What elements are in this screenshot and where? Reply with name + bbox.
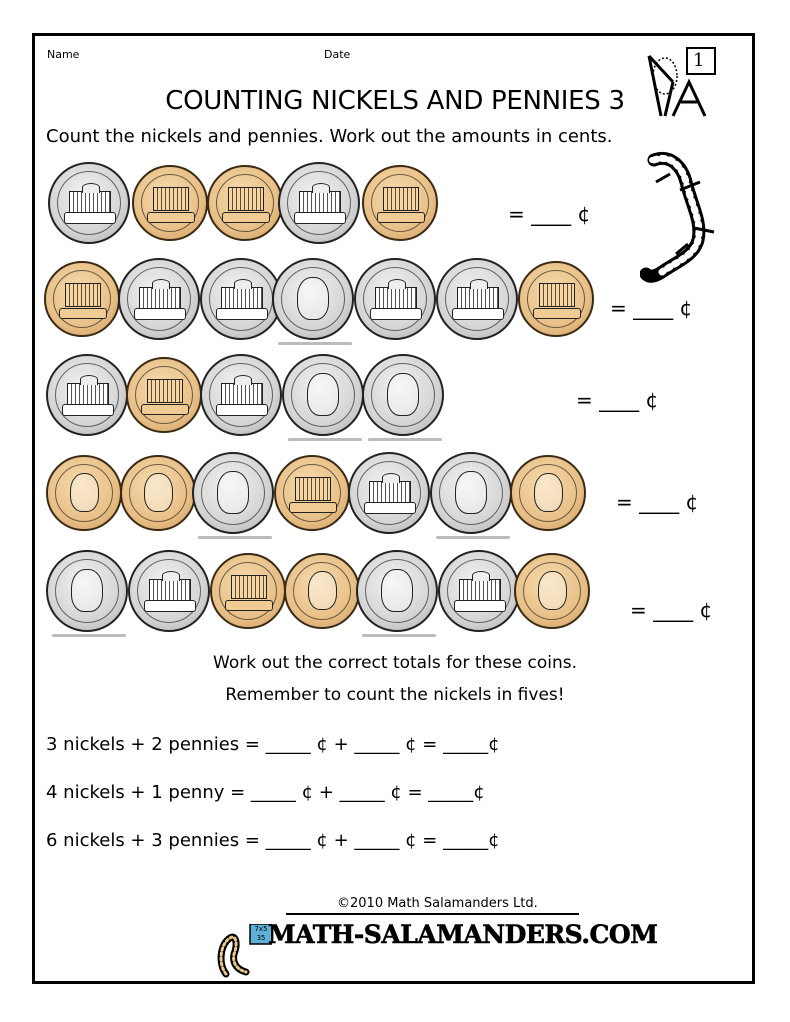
answer-blank-row-1[interactable]: = ____ ¢ xyxy=(508,202,591,226)
grade-badge: 1 xyxy=(693,50,705,71)
name-label: Name xyxy=(47,48,80,61)
nickel-coin xyxy=(436,258,518,340)
section-instruction-1: Work out the correct totals for these coins. xyxy=(213,653,577,673)
answer-blank-row-5[interactable]: = ____ ¢ xyxy=(630,598,713,622)
page-title: COUNTING NICKELS AND PENNIES 3 xyxy=(165,86,625,116)
nickel-coin xyxy=(272,258,354,340)
answer-blank-row-4[interactable]: = ____ ¢ xyxy=(616,490,699,514)
equation-2[interactable]: 4 nickels + 1 penny = _____ ¢ + _____ ¢ = _____¢ xyxy=(46,782,485,803)
equation-3[interactable]: 6 nickels + 3 pennies = _____ ¢ + _____ ¢ = _____¢ xyxy=(46,830,500,851)
nickel-coin xyxy=(430,452,512,534)
salamander-illustration xyxy=(640,148,722,284)
footer-divider xyxy=(286,913,579,915)
penny-coin xyxy=(362,165,438,241)
penny-coin xyxy=(510,455,586,531)
footer-logo-badge: 7x5 35 xyxy=(254,925,268,942)
date-label: Date xyxy=(324,48,351,61)
nickel-coin xyxy=(356,550,438,632)
nickel-coin xyxy=(362,354,444,436)
penny-coin xyxy=(274,455,350,531)
nickel-coin xyxy=(438,550,520,632)
nickel-coin xyxy=(46,354,128,436)
nickel-coin xyxy=(118,258,200,340)
penny-coin xyxy=(518,261,594,337)
nickel-coin xyxy=(354,258,436,340)
nickel-coin xyxy=(200,354,282,436)
penny-coin xyxy=(46,455,122,531)
penny-coin xyxy=(44,261,120,337)
site-logo-text: MATH-SALAMANDERS.COM xyxy=(268,920,658,949)
copyright-text: ©2010 Math Salamanders Ltd. xyxy=(337,896,538,911)
nickel-coin xyxy=(348,452,430,534)
penny-coin xyxy=(284,553,360,629)
footer-salamander-logo xyxy=(212,924,272,978)
penny-coin xyxy=(132,165,208,241)
penny-coin xyxy=(207,165,283,241)
nickel-coin xyxy=(48,162,130,244)
instructions: Count the nickels and pennies. Work out the amounts in cents. xyxy=(46,126,613,147)
nickel-coin xyxy=(46,550,128,632)
penny-coin xyxy=(210,553,286,629)
answer-blank-row-2[interactable]: = ____ ¢ xyxy=(610,296,693,320)
nickel-coin xyxy=(128,550,210,632)
penny-coin xyxy=(514,553,590,629)
section-instruction-2: Remember to count the nickels in fives! xyxy=(225,685,565,705)
penny-coin xyxy=(120,455,196,531)
nickel-coin xyxy=(278,162,360,244)
answer-blank-row-3[interactable]: = ____ ¢ xyxy=(576,388,659,412)
nickel-coin xyxy=(282,354,364,436)
penny-coin xyxy=(126,357,202,433)
nickel-coin xyxy=(200,258,282,340)
equation-1[interactable]: 3 nickels + 2 pennies = _____ ¢ + _____ ¢ = _____¢ xyxy=(46,734,500,755)
nickel-coin xyxy=(192,452,274,534)
